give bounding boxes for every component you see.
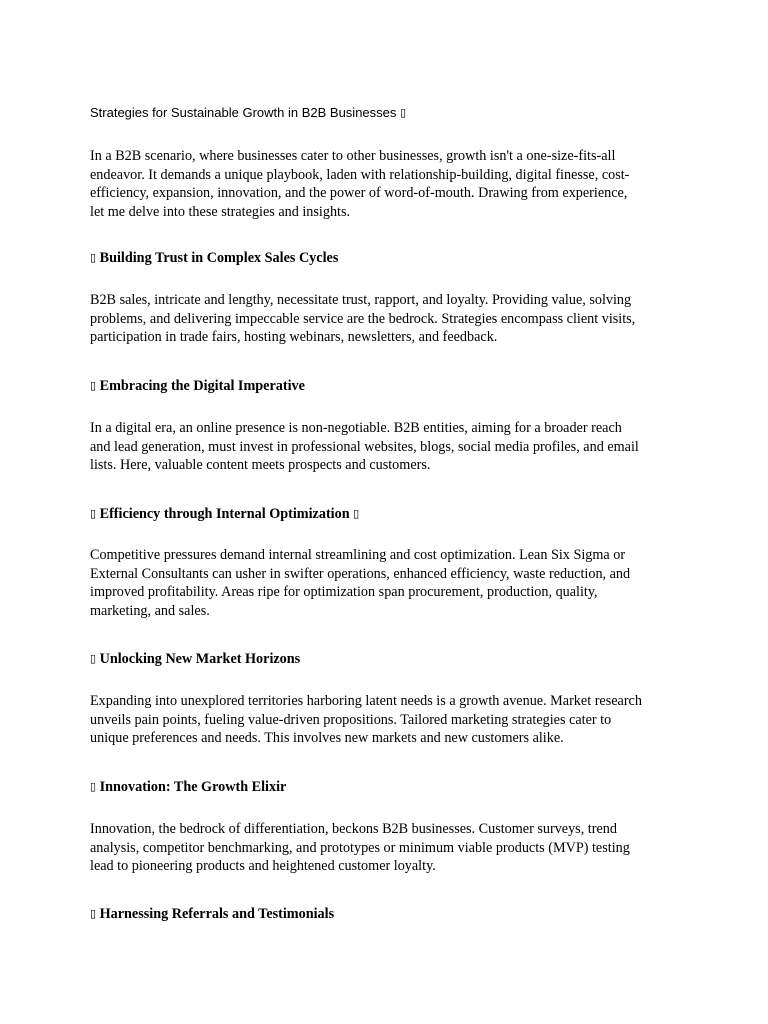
section-heading-referrals xyxy=(90,905,334,924)
missing-glyph-icon: ▯ xyxy=(90,507,97,520)
heading-text: Unlocking New Market Horizons xyxy=(99,651,301,667)
title-text: Strategies for Sustainable Growth in B2B Businesses xyxy=(90,105,397,120)
paragraph-line: participation in trade fairs, hosting webinars, newsletters, and feedback. xyxy=(90,329,498,345)
paragraph-line: In a digital era, an online presence is non-negotiable. B2B entities, aiming for a broader reach xyxy=(90,420,622,436)
paragraph-line: Competitive pressures demand internal streamlining and cost optimization. Lean Six Sigma or xyxy=(90,547,626,563)
missing-glyph-icon: ▯ xyxy=(353,507,360,520)
intro-line: In a B2B scenario, where businesses cater to other businesses, growth isn't a one-size-fits-all xyxy=(90,148,616,164)
paragraph-line: lead to pioneering products and heightened customer loyalty. xyxy=(90,858,436,874)
paragraph-line: improved profitability. Areas ripe for optimization span procurement, production, quality, xyxy=(90,584,598,600)
section-paragraph-innovation xyxy=(90,820,675,876)
missing-glyph-icon: ▯ xyxy=(90,652,97,665)
heading-text: Efficiency through Internal Optimization xyxy=(99,506,350,522)
section-heading-digital xyxy=(90,377,305,396)
paragraph-line: Expanding into unexplored territories harboring latent needs is a growth avenue. Market research xyxy=(90,693,642,709)
paragraph-line: unique preferences and needs. This involves new markets and new customers alike. xyxy=(90,730,564,746)
intro-line: efficiency, expansion, innovation, and the power of word-of-mouth. Drawing from experience, xyxy=(90,185,628,201)
section-paragraph-markets xyxy=(90,692,675,748)
section-paragraph-trust xyxy=(90,291,675,347)
intro-line: endeavor. It demands a unique playbook, laden with relationship-building, digital finesse, cost- xyxy=(90,166,630,183)
section-paragraph-digital xyxy=(90,419,675,475)
paragraph-line: B2B sales, intricate and lengthy, necessitate trust, rapport, and loyalty. Providing value, solving xyxy=(90,292,632,308)
paragraph-line: and lead generation, must invest in professional websites, blogs, social media profiles, and email xyxy=(90,438,639,455)
missing-glyph-icon: ▯ xyxy=(90,379,97,392)
heading-text: Building Trust in Complex Sales Cycles xyxy=(99,250,339,266)
paragraph-line: analysis, competitor benchmarking, and prototypes or minimum viable products (MVP) testing xyxy=(90,839,630,856)
paragraph-line: Innovation, the bedrock of differentiation, beckons B2B businesses. Customer surveys, trend xyxy=(90,821,617,837)
paragraph-line: unveils pain points, fueling value-driven propositions. Tailored marketing strategies cater to xyxy=(90,711,612,728)
document-title xyxy=(90,104,406,122)
missing-glyph-icon: ▯ xyxy=(90,907,97,920)
heading-text: Innovation: The Growth Elixir xyxy=(99,779,287,795)
intro-paragraph xyxy=(90,147,675,221)
paragraph-line: marketing, and sales. xyxy=(90,602,210,619)
paragraph-line: External Consultants can usher in swifter operations, enhanced efficiency, waste reduction, and xyxy=(90,565,631,582)
missing-glyph-icon: ▯ xyxy=(90,251,97,264)
section-heading-innovation xyxy=(90,778,286,797)
intro-line: let me delve into these strategies and insights. xyxy=(90,203,351,220)
missing-glyph-icon: ▯ xyxy=(90,780,97,793)
section-paragraph-efficiency xyxy=(90,546,675,620)
paragraph-line: problems, and delivering impeccable service are the bedrock. Strategies encompass client visits, xyxy=(90,310,636,327)
heading-text: Harnessing Referrals and Testimonials xyxy=(99,906,335,922)
paragraph-line: lists. Here, valuable content meets prospects and customers. xyxy=(90,457,431,473)
section-heading-trust xyxy=(90,249,338,268)
section-heading-efficiency xyxy=(90,505,359,524)
section-heading-markets xyxy=(90,650,300,669)
missing-glyph-icon: ▯ xyxy=(400,106,407,119)
heading-text: Embracing the Digital Imperative xyxy=(99,378,305,394)
